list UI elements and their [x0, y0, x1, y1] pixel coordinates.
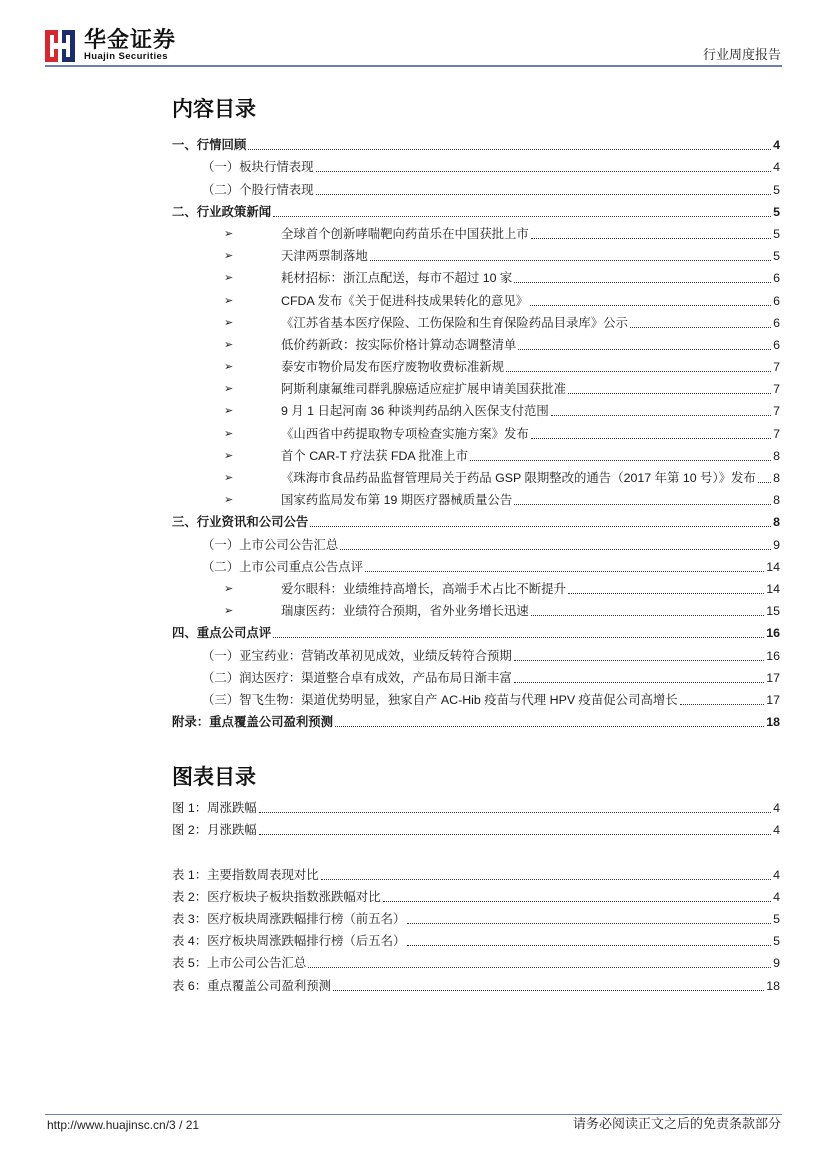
dot-leader [316, 194, 772, 195]
entry-page-number: 18 [766, 978, 780, 993]
dot-leader [407, 945, 771, 946]
dot-leader [568, 393, 771, 394]
dot-leader [321, 879, 771, 880]
dot-leader [530, 305, 771, 306]
arrow-bullet-icon: ➢ [224, 582, 234, 595]
entry-page-number: 4 [773, 160, 780, 175]
dot-leader [568, 593, 764, 594]
list-spacer [172, 838, 780, 860]
dot-leader [340, 549, 771, 550]
dot-leader [514, 682, 764, 683]
toc-entry[interactable] [172, 419, 780, 441]
toc-entry[interactable] [172, 264, 780, 286]
entry-page-number: 14 [766, 581, 780, 596]
toc-entry[interactable] [172, 286, 780, 308]
entry-page-number: 15 [766, 604, 780, 619]
toc-entry[interactable] [172, 508, 780, 530]
toc-entry[interactable] [172, 641, 780, 663]
entry-page-number: 6 [773, 315, 780, 330]
report-type: 行业周度报告 [702, 47, 781, 62]
entry-text: 表 2：医疗板块子板块指数涨跌幅对比 [172, 889, 381, 904]
table-list-entry[interactable] [172, 905, 780, 927]
dot-leader [680, 704, 765, 705]
entry-text: （三）智飞生物：渠道优势明显，独家自产 AC-Hib 疫苗与代理 HPV 疫苗促公司高增长 [202, 692, 678, 707]
entry-page-number: 18 [766, 715, 780, 730]
toc-entry[interactable] [172, 575, 780, 597]
entry-text: 《山西省中药提取物专项检查实施方案》发布 [281, 426, 529, 441]
toc-entry[interactable] [172, 198, 780, 220]
entry-text: CFDA 发布《关于促进科技成果转化的意见》 [281, 293, 529, 308]
dot-leader [248, 149, 771, 150]
toc-entry[interactable] [172, 664, 780, 686]
entry-text: 全球首个创新哮喘靶向药苗乐在中国获批上市 [281, 226, 529, 241]
entry-page-number: 16 [766, 626, 780, 641]
arrow-bullet-icon: ➢ [224, 383, 234, 396]
arrow-bullet-icon: ➢ [224, 338, 234, 351]
table-list-entry[interactable] [172, 949, 780, 971]
dot-leader [273, 637, 764, 638]
entry-text: 一、行情回顾 [172, 138, 247, 153]
entry-page-number: 4 [773, 138, 780, 153]
entry-page-number: 5 [773, 204, 780, 219]
dot-leader [333, 990, 764, 991]
entry-text: 表 5：上市公司公告汇总 [172, 956, 307, 971]
toc-entry[interactable] [172, 464, 780, 486]
entry-text: （一）板块行情表现 [202, 160, 314, 175]
brand-name-cn: 华金证券 [84, 27, 177, 52]
arrow-bullet-icon: ➢ [224, 605, 234, 618]
entry-text: 瑞康医药：业绩符合预期，省外业务增长迅速 [281, 604, 529, 619]
entry-page-number: 8 [773, 471, 780, 485]
toc-entry[interactable] [172, 442, 780, 464]
entry-text: （一）上市公司公告汇总 [202, 537, 339, 552]
huajin-logo-icon [45, 30, 75, 62]
toc-entry[interactable] [172, 220, 780, 242]
dot-leader [407, 923, 771, 924]
entry-page-number: 4 [773, 801, 780, 816]
toc-entry[interactable] [172, 375, 780, 397]
entry-text: （一）亚宝药业：营销改革初见成效，业绩反转符合预期 [202, 648, 512, 663]
footer-url-page: http://www.huajinsc.cn/3 / 21 [47, 1118, 200, 1132]
entry-text: 表 4：医疗板块周涨跌幅排行榜（后五名） [172, 934, 406, 949]
dot-leader [514, 282, 771, 283]
dot-leader [514, 660, 764, 661]
toc-entry[interactable] [172, 397, 780, 419]
entry-page-number: 4 [773, 867, 780, 882]
arrow-bullet-icon: ➢ [224, 250, 234, 263]
dot-leader [316, 171, 772, 172]
dot-leader [514, 504, 771, 505]
dot-leader [308, 967, 771, 968]
header-divider [45, 65, 782, 67]
entry-text: 阿斯利康氟维司群乳腺癌适应症扩展申请美国获批准 [281, 382, 566, 397]
entry-page-number: 5 [773, 934, 780, 949]
entry-page-number: 17 [766, 670, 780, 685]
toc-entry[interactable] [172, 175, 780, 197]
entry-page-number: 4 [773, 823, 780, 838]
toc-entry[interactable] [172, 153, 780, 175]
dot-leader [518, 349, 771, 350]
footer-disclaimer: 请务必阅读正文之后的免责条款部分 [572, 1116, 781, 1131]
entry-text: 耗材招标：浙江点配送，每市不超过 10 家 [281, 271, 513, 286]
entry-page-number: 5 [773, 911, 780, 926]
entry-page-number: 8 [773, 493, 780, 508]
entry-text: 天津两票制落地 [281, 249, 368, 264]
entry-page-number: 7 [773, 404, 780, 419]
entry-page-number: 5 [773, 182, 780, 197]
arrow-bullet-icon: ➢ [224, 494, 234, 507]
entry-page-number: 4 [773, 889, 780, 904]
toc-entry[interactable] [172, 353, 780, 375]
contents-title: 内容目录 [172, 98, 256, 121]
dot-leader [273, 216, 771, 217]
dot-leader [630, 327, 771, 328]
entry-page-number: 6 [773, 271, 780, 286]
toc-entry[interactable] [172, 686, 780, 708]
dot-leader [531, 438, 771, 439]
arrow-bullet-icon: ➢ [224, 427, 234, 440]
dot-leader [531, 238, 771, 239]
dot-leader [506, 371, 771, 372]
dot-leader [259, 834, 771, 835]
arrow-bullet-icon: ➢ [224, 272, 234, 285]
chart-list-entry[interactable] [172, 816, 780, 838]
dot-leader [365, 571, 764, 572]
entry-text: 9 月 1 日起河南 36 种谈判药品纳入医保支付范围 [281, 404, 549, 419]
figure-list [172, 794, 780, 994]
entry-page-number: 16 [766, 648, 780, 663]
chart-list-entry[interactable] [172, 794, 780, 816]
dot-leader [551, 415, 771, 416]
table-of-contents [172, 131, 780, 730]
toc-entry[interactable] [172, 242, 780, 264]
entry-page-number: 14 [766, 559, 780, 574]
entry-text: 《江苏省基本医疗保险、工伤保险和生育保险药品目录库》公示 [281, 315, 628, 330]
entry-page-number: 9 [773, 956, 780, 971]
toc-entry[interactable] [172, 619, 780, 641]
table-list-entry[interactable] [172, 971, 780, 993]
entry-page-number: 7 [773, 360, 780, 375]
table-list-entry[interactable] [172, 927, 780, 949]
arrow-bullet-icon: ➢ [224, 316, 234, 329]
entry-text: （二）个股行情表现 [202, 182, 314, 197]
arrow-bullet-icon: ➢ [224, 449, 234, 462]
entry-page-number: 17 [766, 692, 780, 707]
entry-text: 四、重点公司点评 [172, 626, 272, 641]
arrow-bullet-icon: ➢ [224, 294, 234, 307]
toc-entry[interactable] [172, 530, 780, 552]
entry-page-number: 5 [773, 226, 780, 241]
brand-name-en: Huajin Securities [84, 51, 168, 62]
arrow-bullet-icon: ➢ [224, 361, 234, 374]
toc-entry[interactable] [172, 331, 780, 353]
dot-leader [470, 460, 771, 461]
footer-divider [45, 1114, 782, 1115]
dot-leader [335, 726, 764, 727]
figures-title: 图表目录 [172, 766, 256, 789]
toc-entry[interactable] [172, 597, 780, 619]
entry-text: 图 2：月涨跌幅 [172, 823, 257, 838]
entry-text: 三、行业资讯和公司公告 [172, 515, 309, 530]
entry-page-number: 6 [773, 337, 780, 352]
page-header [0, 0, 827, 66]
entry-page-number: 7 [773, 426, 780, 441]
arrow-bullet-icon: ➢ [224, 405, 234, 418]
entry-text: 国家药监局发布第 19 期医疗器械质量公告 [281, 493, 513, 508]
toc-entry[interactable] [172, 486, 780, 508]
dot-leader [310, 526, 771, 527]
entry-text: 表 6：重点覆盖公司盈利预测 [172, 978, 332, 993]
entry-text: 《珠海市食品药品监督管理局关于药品 GSP 限期整改的通告（2017 年第 10 号）》发布 [281, 471, 756, 485]
dot-leader [370, 260, 771, 261]
entry-text: 泰安市物价局发布医疗废物收费标准新规 [281, 360, 505, 375]
toc-entry[interactable] [172, 708, 780, 730]
arrow-bullet-icon: ➢ [224, 472, 234, 484]
entry-page-number: 8 [773, 515, 780, 530]
table-list-entry[interactable] [172, 860, 780, 882]
dot-leader [259, 812, 771, 813]
entry-text: 表 3：医疗板块周涨跌幅排行榜（前五名） [172, 911, 406, 926]
table-list-entry[interactable] [172, 883, 780, 905]
entry-text: 二、行业政策新闻 [172, 204, 272, 219]
toc-entry[interactable] [172, 131, 780, 153]
entry-text: （二）润达医疗：渠道整合卓有成效，产品布局日渐丰富 [202, 670, 512, 685]
dot-leader [531, 615, 764, 616]
toc-entry[interactable] [172, 309, 780, 331]
toc-entry[interactable] [172, 553, 780, 575]
entry-page-number: 9 [773, 537, 780, 552]
entry-text: 附录：重点覆盖公司盈利预测 [172, 715, 334, 730]
entry-text: 首个 CAR-T 疗法获 FDA 批准上市 [281, 448, 469, 463]
entry-page-number: 6 [773, 293, 780, 308]
entry-page-number: 8 [773, 448, 780, 463]
entry-text: （二）上市公司重点公告点评 [202, 559, 364, 574]
dot-leader [383, 901, 772, 902]
entry-text: 表 1：主要指数周表现对比 [172, 867, 319, 882]
dot-leader [758, 482, 771, 483]
entry-text: 图 1：周涨跌幅 [172, 801, 257, 816]
arrow-bullet-icon: ➢ [224, 227, 234, 240]
entry-page-number: 7 [773, 382, 780, 397]
entry-text: 低价药新政：按实际价格计算动态调整清单 [281, 337, 517, 352]
entry-text: 爱尔眼科：业绩维持高增长，高端手术占比不断提升 [281, 581, 566, 596]
entry-page-number: 5 [773, 249, 780, 264]
